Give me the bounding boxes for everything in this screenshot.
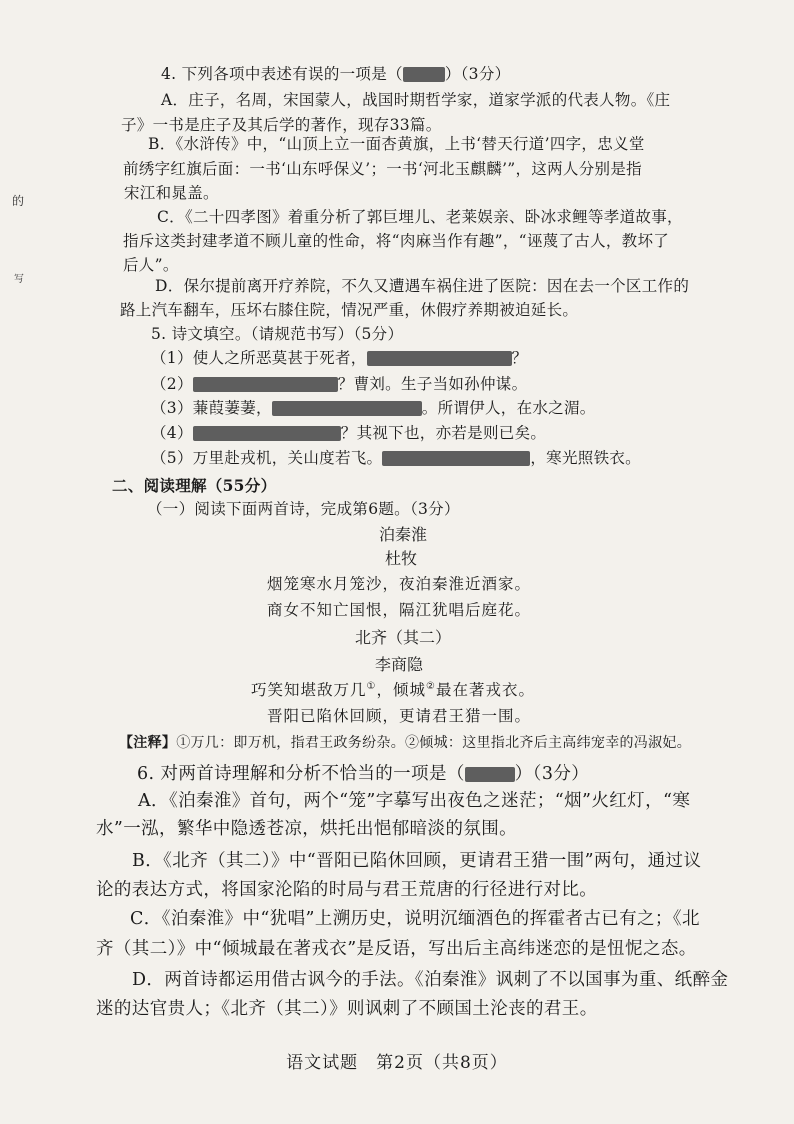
section-heading: 二、阅读理解（55分） [112, 476, 277, 495]
q5-item-text: ？ [511, 349, 528, 367]
poem-author: 李商隐 [374, 655, 423, 674]
page-footer: 语文试题 第2页（共8页） [286, 1053, 508, 1073]
answer-redaction [403, 67, 445, 82]
q5-item-text: （2） [151, 375, 193, 393]
footnote-mark: ① [366, 680, 377, 692]
q4-stem-text: 4. 下列各项中表述有误的一项是（ [161, 65, 403, 83]
q6-option-b: B．《北齐（其二）》中“晋阳已陷休回顾，更请君王猎一围”两句，通过议 [132, 851, 702, 871]
poem-line: 商女不知亡国恨，隔江犹唱后庭花。 [266, 601, 531, 619]
section-subheading: （一）阅读下面两首诗，完成第6题。（3分） [147, 500, 460, 518]
q5-item-text: ？曹刘。生子当如孙仲谋。 [337, 375, 528, 393]
q4-option-d: D．保尔提前离开疗养院，不久又遭遇车祸住进了医院：因在去一个区工作的 [155, 277, 690, 295]
q5-item-text: ？其视下也，亦若是则已矣。 [340, 424, 547, 442]
answer-redaction [193, 426, 341, 441]
q4-stem-score: ）（3分） [444, 65, 511, 83]
poem-line-text: ，倾城 [376, 681, 426, 699]
q6-stem-text: 6. 对两首诗理解和分析不恰当的一项是（ [137, 764, 465, 784]
q6-option-c-cont: 齐（其二）》中“倾城最在著戎衣”是反语，写出后主高纬迷恋的是忸怩之态。 [96, 939, 697, 959]
q5-item-1 [151, 346, 527, 368]
annotation-note [119, 732, 691, 752]
poem-line: 烟笼寒水月笼沙，夜泊秦淮近酒家。 [266, 575, 531, 593]
margin-mark: 写 [14, 274, 24, 285]
note-label: 【注释】 [119, 735, 177, 751]
q4-option-a: A．庄子，名周，宋国蒙人，战国时期哲学家，道家学派的代表人物。《庄 [161, 91, 671, 109]
q6-option-b-cont: 论的表达方式，将国家沦陷的时局与君王荒唐的行径进行对比。 [96, 880, 598, 900]
q5-stem: 5. 诗文填空。（请规范书写）（5分） [151, 325, 404, 343]
q4-option-d-cont: 路上汽车翻车，压坏右膝住院，情况严重，休假疗养期被迫延长。 [120, 301, 579, 319]
margin-mark: 的 [12, 194, 25, 208]
q4-option-b-cont: 前绣字红旗后面：一书‘山东呼保义’；一书‘河北玉麒麟’”，这两人分别是指 [123, 160, 642, 178]
answer-redaction [272, 401, 422, 416]
q5-item-text: 。所谓伊人，在水之湄。 [421, 399, 596, 417]
footnote-mark: ② [426, 680, 436, 692]
q5-item-4 [151, 421, 546, 443]
poem-author: 杜牧 [384, 549, 417, 568]
poem-line [0, 678, 790, 700]
q5-item-3 [151, 396, 596, 418]
q5-item-5 [151, 446, 641, 468]
q5-item-2 [151, 372, 527, 394]
poem-line-text: 最在著戎衣。 [435, 681, 535, 699]
q5-item-text: （1）使人之所恶莫甚于死者， [151, 349, 367, 367]
q6-stem [137, 760, 589, 785]
poem-line: 晋阳已陷休回顾，更请君王猎一围。 [266, 707, 531, 725]
q6-stem-score: ）（3分） [514, 764, 590, 784]
q4-option-b: B．《水浒传》中，“山顶上立一面杏黄旗，上书‘替天行道’四字，忠义堂 [148, 135, 645, 153]
q5-item-text: （5）万里赴戎机，关山度若飞。 [151, 449, 383, 467]
q6-option-c: C．《泊秦淮》中“犹唱”上溯历史，说明沉缅酒色的挥霍者古已有之；《北 [130, 909, 700, 929]
poem-title: 北齐（其二） [354, 628, 451, 647]
q5-item-text: ，寒光照铁衣。 [530, 449, 641, 467]
note-text: ①万几：即万机，指君王政务纷杂。②倾城：这里指北齐后主高纬宠幸的冯淑妃。 [176, 735, 692, 751]
q6-option-d-cont: 迷的达官贵人；《北齐（其二）》则讽刺了不顾国土沦丧的君王。 [96, 999, 598, 1019]
q4-option-b-cont: 宋江和晁盖。 [124, 184, 219, 202]
answer-redaction [465, 767, 515, 782]
q6-option-a: A．《泊秦淮》首句，两个“笼”字摹写出夜色之迷茫；“烟”火红灯，“寒 [138, 791, 691, 811]
q6-option-a-cont: 水”一泓，繁华中隐透苍凉，烘托出悒郁暗淡的氛围。 [96, 819, 518, 839]
q4-option-c-cont: 后人”。 [123, 256, 179, 274]
q4-option-c: C．《二十四孝图》着重分析了郭巨埋儿、老莱娱亲、卧冰求鲤等孝道故事， [157, 208, 683, 226]
q6-option-d: D．两首诗都运用借古讽今的手法。《泊秦淮》讽刺了不以国事为重、纸醉金 [132, 970, 729, 990]
poem-line-text: 巧笑知堪敌万几 [251, 681, 367, 699]
q5-item-text: （4） [151, 424, 193, 442]
answer-redaction [367, 351, 512, 366]
answer-redaction [382, 451, 530, 466]
q4-stem [161, 62, 510, 84]
q4-option-a-cont: 子》一书是庄子及其后学的著作，现存33篇。 [121, 116, 442, 134]
q5-item-text: （3）蒹葭萋萋， [151, 399, 272, 417]
poem-title: 泊秦淮 [378, 525, 427, 544]
answer-redaction [193, 377, 338, 392]
q4-option-c-cont: 指斥这类封建孝道不顾儿童的性命，将“肉麻当作有趣”，“诬蔑了古人，教坏了 [123, 232, 670, 250]
